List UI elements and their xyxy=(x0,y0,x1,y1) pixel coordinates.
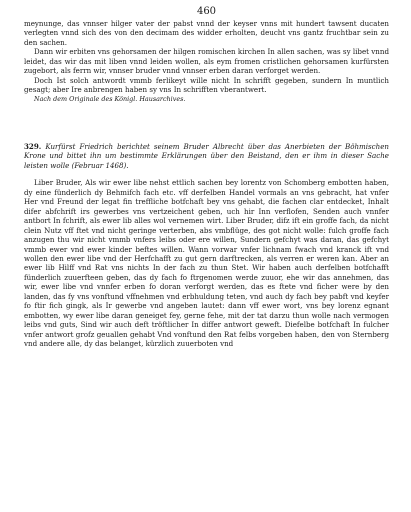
paragraph: Dann wir erbiten vns gehorsamen der hilgen romischen kirchen In allen sachen, was sy libet vnnd leidet, das wir das mit liben vnnd leiden wollen, als eym fromen cristlichen gehorsamen kurfürsten zugebort, als ferrn wir, vnnser bruder vnnd vnnser erben daran verforget werden. xyxy=(24,47,389,76)
document-heading-text: Kurfürst Friedrich berichtet seinem Bruder Albrecht über das Anerbieten der Böhmischen Krone und bittet ihn um bestimmte Erklärungen über den Beistand, den er ihm in dieser Sache leisten wolle (Februar 1468). xyxy=(24,141,389,170)
document-body xyxy=(24,178,389,348)
source-note: Nach dem Originale des Königl. Hausarchives. xyxy=(34,94,186,103)
paragraph: Doch Ist solch antwordt vmmb ferlikeyt wille nicht In schrifft gegeben, sundern In muntlich gesagt; aber Ire anbrengen haben sy vns In schrifften vberantwert. xyxy=(24,75,389,95)
section-spacer xyxy=(24,104,389,142)
document-number: 329. xyxy=(24,141,42,151)
document-heading xyxy=(24,142,389,171)
continued-text xyxy=(24,19,389,104)
page-number: 460 xyxy=(196,6,217,17)
paragraph: Liber Bruder, Als wir ewer libe nehst ettlich sachen bey lorentz von Schomberg embotten haben, dy eine fünderlich dy Behmifch fach etc. vff derfelben Handel vormals an vns gebracht, hat vnfer Her vnd Freund der legat fin treffliche botfchaft bey vns gehabt, die fachen clar entdecket, Inhalt difer abfchrift irs gewerbes vns vertzeichent geben, uch hir Inn verflofen, Senden auch vnnfer antbort In fchrift, als ewer lib alles wol vernemen wirt. Liber Bruder, difz ift ein groffe fach, da nicht clein Nutz vff ftet vnd nicht geringe verterben, abs vmbflüge, des got nicht wolle: fulch groffe fach anzugen thu wir nicht vmmb vnfers leibs oder ere willen, Sundern gefchyt was daran, das gefchyt vmmb ewer vnd ewer kinder beftes willen. Wann vorwar vnfer lichnam fwach vnd kranck ift vnd wollen den ewer libe vnd der Herfchafft zu gut gern darftrecken, als verren er weren kan. Aber an ewer lib Hilff vnd Rat vns nichts In der fach zu thun Stet. Wir haben auch derfelben botfchafft fünderlich zuuerfteen geben, das dy fach fo ftrgenomen werde zuuor, ehe wir das annehmen, das wir, ewer libe vnd vnnfer erben fo doran verforgt werden, das es ftete vnd ficher were by den landen, das fy vns vonftund vffnehmen vnd erbhuldung teten, vnd auch dy fach bey pabft vnd keyfer fo ftir fich gingk, als Ir gewerbe vnd angeben lautet: dann vff ewer wort, vns bey lorenz egnant embotten, wy ewer libe daran geneiget fey, gerne fehe, mit der tat darzu thun wolle nach vermogen leibs vnd guts, Sind wir auch deft tröftlicher In differ antwort geweft. Diefelbe botfchaft In fulcher vnfer antwort grofz geuallen gehabt Vnd vonftund den Rat felbs vorgeben haben, den von Sternberg vnd andere alle, dy das belanget, kürzlich zuuerboten vnd xyxy=(24,178,389,349)
paragraph: meynunge, das vnnser hilger vater der pabst vnnd der keyser vnns mit hundert tawsent ducaten verlegten vnnd sich des von den decimam des widder erholten, deucht vns gantz fruchtbar sein zu den sachen. xyxy=(24,19,389,47)
